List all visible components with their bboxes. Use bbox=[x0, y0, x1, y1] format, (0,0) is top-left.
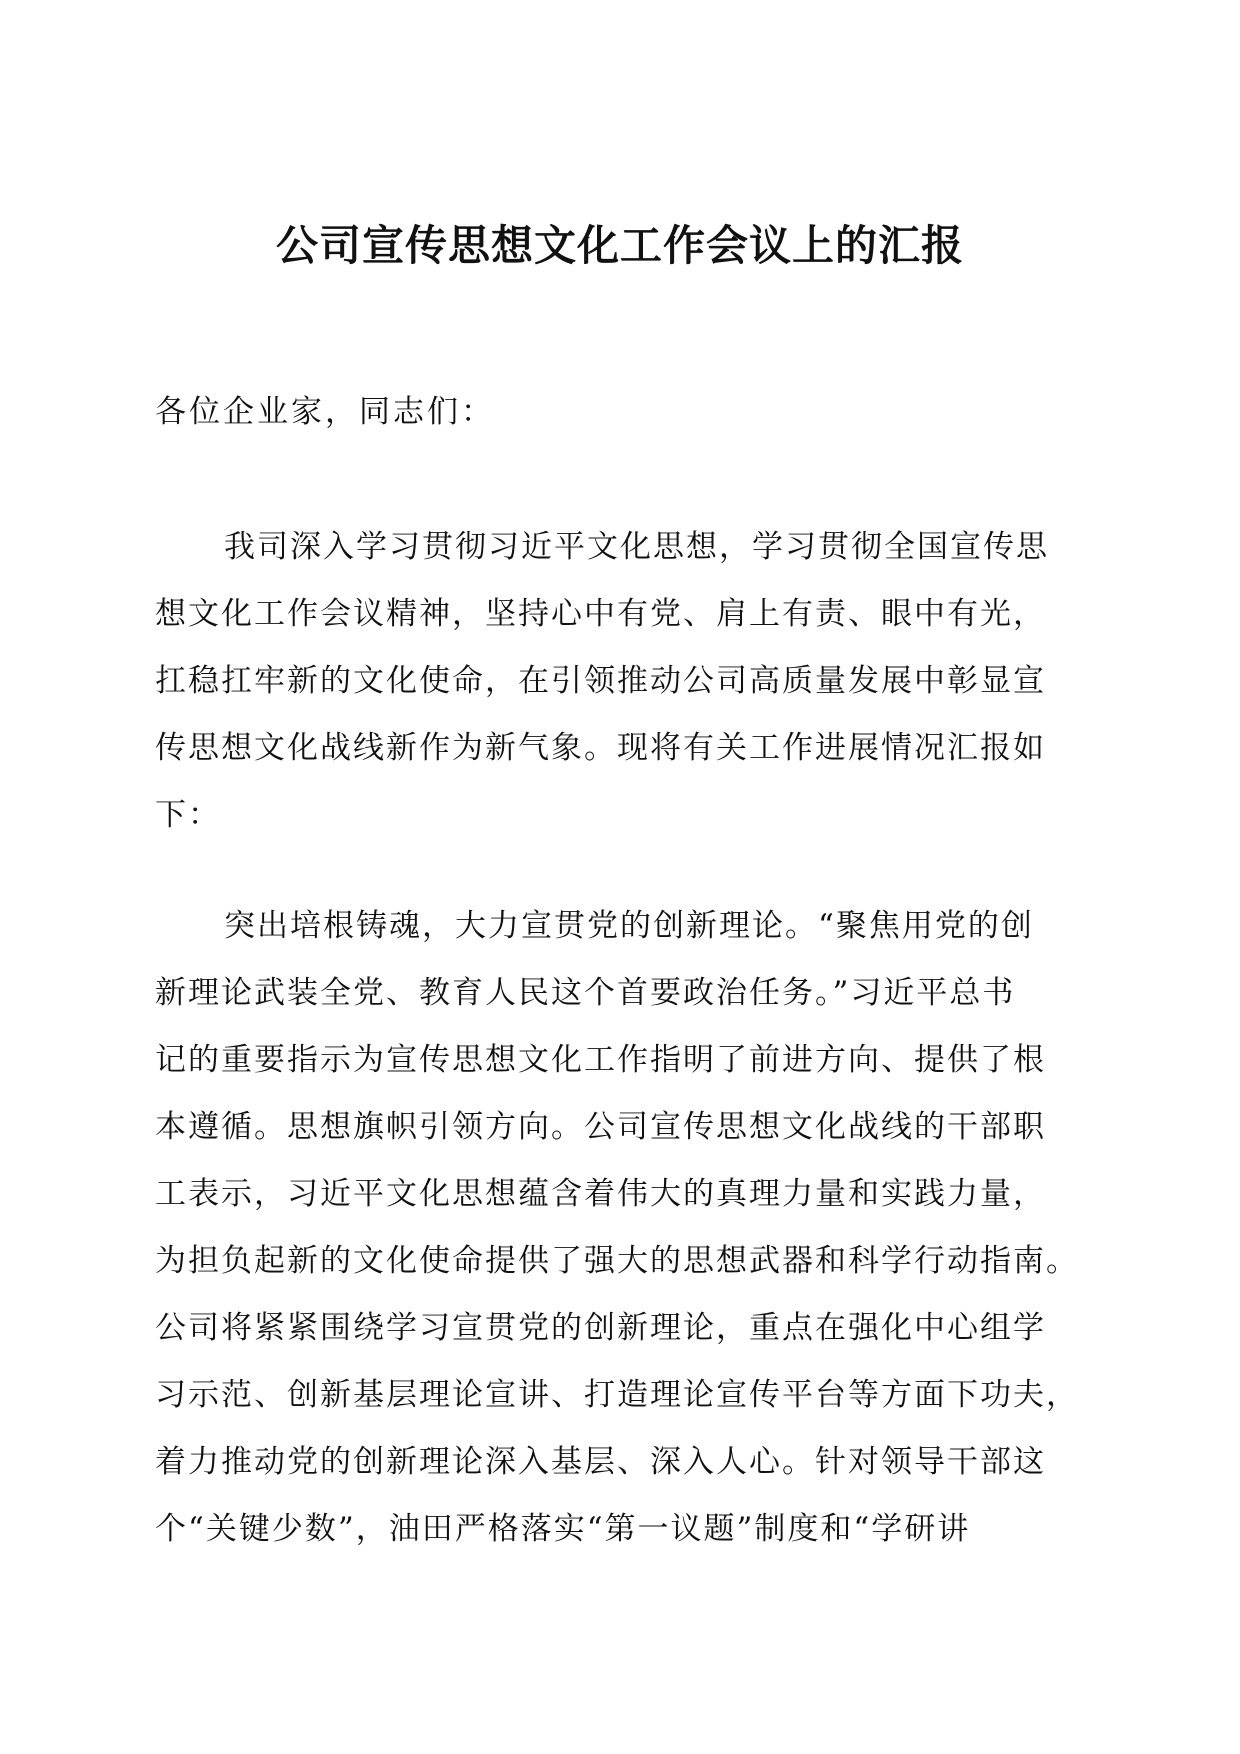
paragraph-intro bbox=[155, 514, 1085, 849]
paragraph-line: 工表示，习近平文化思想蕴含着伟大的真理力量和实践力量， bbox=[155, 1176, 1046, 1212]
paragraph-line: 习示范、创新基层理论宣讲、打造理论宣传平台等方面下功夫， bbox=[155, 1377, 1079, 1413]
paragraph-line: 记的重要指示为宣传思想文化工作指明了前进方向、提供了根 bbox=[155, 1042, 1046, 1078]
document-title: 公司宣传思想文化工作会议上的汇报 bbox=[275, 221, 964, 270]
paragraph-line: 扛稳扛牢新的文化使命，在引领推动公司高质量发展中彰显宣 bbox=[155, 663, 1046, 699]
paragraph-line: 着力推动党的创新理论深入基层、深入人心。针对领导干部这 bbox=[155, 1444, 1046, 1480]
paragraph-line: 公司将紧紧围绕学习宣贯党的创新理论，重点在强化中心组学 bbox=[155, 1310, 1046, 1346]
paragraph-line: 突出培根铸魂，大力宣贯党的创新理论。“聚焦用党的创 bbox=[224, 908, 1034, 944]
paragraph-line: 传思想文化战线新作为新气象。现将有关工作进展情况汇报如 bbox=[155, 730, 1046, 766]
paragraph-line: 个“关键少数”，油田严格落实“第一议题”制度和“学研讲 bbox=[155, 1511, 971, 1547]
paragraph-line: 本遵循。思想旗帜引领方向。公司宣传思想文化战线的干部职 bbox=[155, 1109, 1046, 1145]
paragraph-line: 下： bbox=[155, 797, 221, 833]
salutation: 各位企业家，同志们： bbox=[155, 394, 495, 430]
paragraph-line: 为担负起新的文化使命提供了强大的思想武器和科学行动指南。 bbox=[155, 1243, 1079, 1279]
paragraph-line: 我司深入学习贯彻习近平文化思想，学习贯彻全国宣传思 bbox=[224, 529, 1049, 565]
paragraph-line: 新理论武装全党、教育人民这个首要政治任务。”习近平总书 bbox=[155, 975, 1016, 1011]
paragraph-line: 想文化工作会议精神，坚持心中有党、肩上有责、眼中有光， bbox=[155, 596, 1046, 632]
paragraph-theory bbox=[155, 893, 1085, 1563]
